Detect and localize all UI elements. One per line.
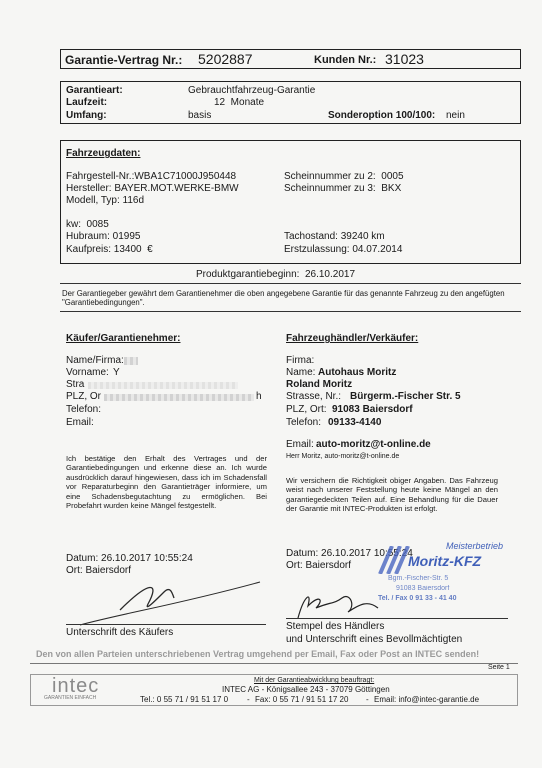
dealer-street-label: Strasse, Nr.: [286,391,342,402]
divider [60,311,521,312]
intec-logo: intec [52,675,100,697]
dealer-email-label: Email: [286,439,314,450]
buyer-signature-label: Unterschrift des Käufers [66,627,174,638]
dealer-place: Ort: Baiersdorf [286,560,352,571]
buyer-place: Ort: Baiersdorf [66,565,132,576]
page-number: Seite 1 [488,664,510,671]
stamp-street: Bgm.-Fischer-Str. 5 [388,575,449,582]
scope-label: Umfang: [66,110,107,121]
dealer-street-value: Bürgerm.-Fischer Str. 5 [350,391,461,402]
redacted-city [104,394,254,401]
guarantee-type-value: Gebrauchtfahrzeug-Garantie [188,85,316,96]
buyer-street-label: Stra [66,379,85,390]
buyer-confirmation: Ich bestätige den Erhalt des Vertrages und der Garantiebedingungen und erkenne diese an. Ich wurde ausdrücklich darauf hingewiesen, dass ich im Schadensfall vor Reparaturbeginn den Garantieträger informiere, um eine Schadensbegutachtung zu ermöglichen. Bei Probefahrt wurden keine Mängel festgestellt. [66,454,267,511]
special-option-value: nein [446,110,465,121]
footer-email: Email: info@intec-garantie.de [374,695,480,704]
buyer-signature [60,570,280,630]
footer-processor: Mit der Garantieabwicklung beauftragt: [254,677,375,684]
redacted-name [124,357,138,365]
dealer-statement: Wir versichern die Richtigkeit obiger Angaben. Das Fahrzeug weist nach unserer Feststellung heute keine Mängel an den garantiegedeckten Teilen auf. Eine Behandlung für die Dauer der Garantie mit INTEC-Produkten ist erfolgt. [286,476,498,514]
footer-separator: - [247,695,250,704]
manufacturer: Hersteller: BAYER.MOT.WERKE-BMW [66,183,239,194]
dealer-name-value: Autohaus Moritz [318,367,397,378]
grant-text: Der Garantiegeber gewährt dem Garantienehmer die oben angegebene Garantie für das genannte Fahrzeug zu den angefügten "Garantiebedingungen". [62,289,505,308]
buyer-first-name-partial: Y [113,367,120,378]
stamp-slashes-icon [370,546,410,574]
displacement: Hubraum: 01995 [66,231,141,242]
scope-value: basis [188,110,212,121]
divider [60,283,521,284]
dealer-date: Datum: 26.10.2017 10:55:24 [286,548,413,559]
special-option-label: Sonderoption 100/100: [328,110,436,121]
footer-phone: Tel.: 0 55 71 / 91 51 17 0 [140,695,229,704]
dealer-city-value: 91083 Baiersdorf [332,404,413,415]
stamp-phone: Tel. / Fax 0 91 33 - 41 40 [378,595,457,602]
buyer-city-partial: h [256,391,262,402]
dealer-city-label: PLZ, Ort: [286,404,327,415]
stamp-brand: Moritz-KFZ [408,553,482,569]
duration-label: Laufzeit: [66,97,108,108]
stamp-title: Meisterbetrieb [446,541,504,551]
return-note: Den von allen Parteien unterschriebenen Vertrag umgehend per Email, Fax oder Post an INTEC senden! [36,649,480,659]
buyer-email-label: Email: [66,417,94,428]
footer-address: INTEC AG - Königsallee 243 - 37079 Göttingen [222,685,390,694]
dealer-heading: Fahrzeughändler/Verkäufer: [286,333,419,344]
contract-number: 5202887 [198,51,253,67]
buyer-city-label: PLZ, Or [66,391,102,402]
footer-separator: - [366,695,369,704]
odometer: Tachostand: 39240 km [284,231,385,242]
dealer-phone-label: Telefon: [286,417,322,428]
dealer-firm-label: Firma: [286,355,315,366]
buyer-date: Datum: 26.10.2017 10:55:24 [66,553,193,564]
footer-fax: Fax: 0 55 71 / 91 51 17 20 [255,695,349,704]
stamp-city: 91083 Baiersdorf [396,585,450,592]
intec-logo-subtitle: GARANTIEN EINFACH [44,695,97,701]
dealer-email-value: auto-moritz@t-online.de [316,439,431,450]
contract-number-label: Garantie-Vertrag Nr.: [65,53,183,67]
buyer-name-label: Name/Firma: [66,355,124,366]
dealer-email-note: Herr Moritz, auto-moritz@t-online.de [286,453,400,460]
dealer-signature-line [286,618,508,619]
buyer-first-name-label: Vorname: [66,367,109,378]
certificate-2: Scheinnummer zu 2: 0005 [284,171,404,182]
buyer-phone-label: Telefon: [66,404,102,415]
buyer-signature-line [66,624,266,625]
guarantee-type-label: Garantieart: [66,85,123,96]
dealer-signature-label-1: Stempel des Händlers [286,621,385,632]
buyer-heading: Käufer/Garantienehmer: [66,333,181,344]
first-registration: Erstzulassung: 04.07.2014 [284,244,403,255]
footer-top-line [30,663,518,664]
purchase-price: Kaufpreis: 13400 € [66,244,153,255]
vin: Fahrgestell-Nr.:WBA1C71000J950448 [66,171,237,182]
customer-number: 31023 [385,51,424,67]
dealer-signature-label-2: und Unterschrift eines Bevollmächtigten [286,634,463,645]
vehicle-heading: Fahrzeugdaten: [66,148,141,159]
duration-value: 12 Monate [214,97,265,108]
dealer-contact: Roland Moritz [286,379,353,390]
customer-number-label: Kunden Nr.: [314,54,377,66]
dealer-phone-value: 09133-4140 [328,417,382,428]
kw: kw: 0085 [66,219,109,230]
product-guarantee-start: Produktgarantiebeginn: 26.10.2017 [196,269,356,280]
redacted-street [88,382,238,389]
model-type: Modell, Typ: 116d [66,195,145,206]
dealer-name-label: Name: [286,367,316,378]
certificate-3: Scheinnummer zu 3: BKX [284,183,402,194]
